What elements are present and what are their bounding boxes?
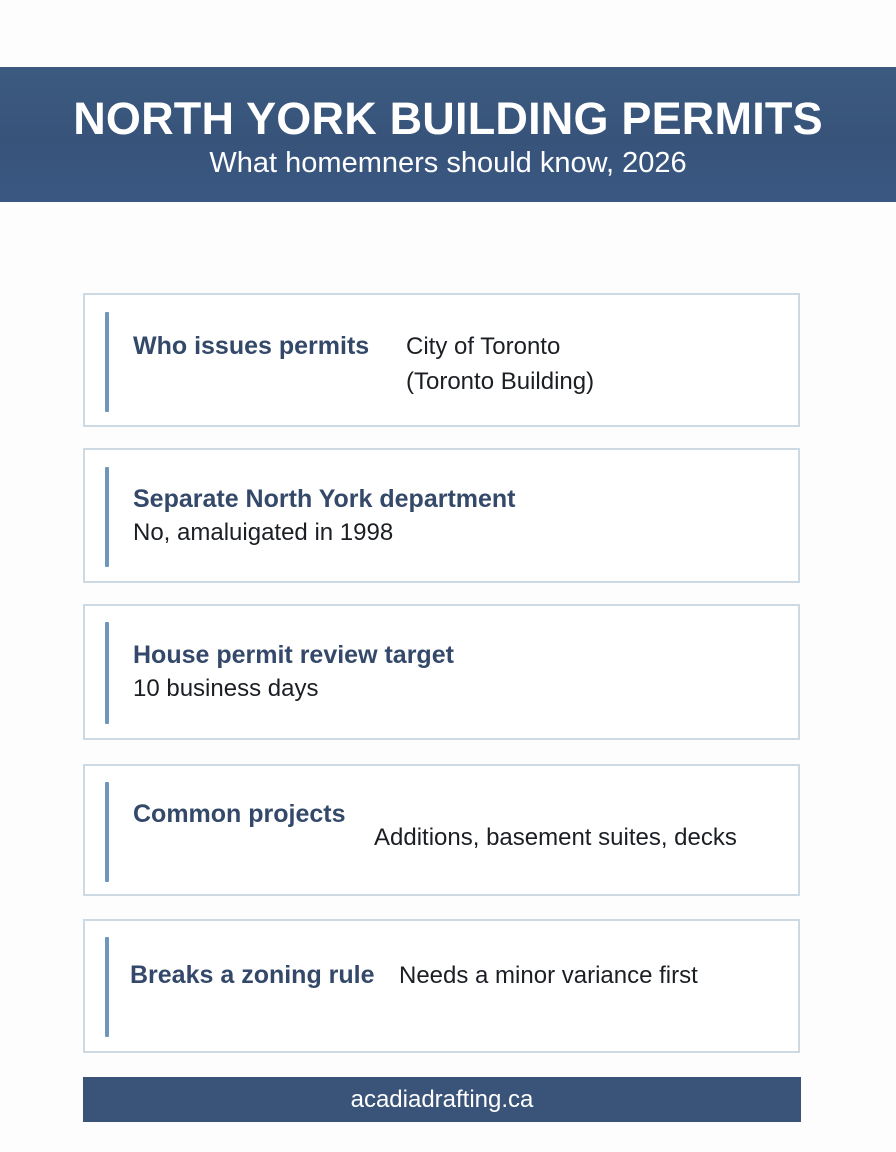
fact-value: Additions, basement suites, decks [374, 824, 737, 851]
fact-label: House permit review target [133, 641, 454, 669]
fact-value-secondary: (Toronto Building) [406, 368, 595, 395]
card-accent-bar [105, 622, 109, 724]
header-banner [0, 67, 896, 202]
fact-value: City of Toronto [406, 333, 561, 360]
page-subtitle: What homemners should know, 2026 [209, 147, 687, 179]
fact-card-review-target [83, 604, 800, 740]
fact-label: Separate North York department [133, 485, 516, 513]
fact-card-separate-department [83, 448, 800, 583]
fact-value: 10 business days [133, 675, 319, 702]
fact-value: Needs a minor variance first [399, 962, 698, 989]
page-title: NORTH YORK BUILDING PERMITS [73, 93, 823, 144]
fact-label: Breaks a zoning rule [130, 961, 375, 989]
footer-website: acadiadrafting.ca [83, 1077, 801, 1122]
card-accent-bar [105, 782, 109, 882]
fact-label: Who issues permits [133, 332, 370, 360]
fact-value: No, amaluigated in 1998 [133, 519, 394, 546]
card-accent-bar [105, 467, 109, 567]
fact-card-common-projects [83, 764, 800, 896]
fact-card-permit-issuer [83, 293, 800, 427]
fact-label: Common projects [133, 800, 346, 828]
card-accent-bar [105, 937, 109, 1037]
fact-card-zoning-rule [83, 919, 800, 1053]
card-accent-bar [105, 312, 109, 412]
